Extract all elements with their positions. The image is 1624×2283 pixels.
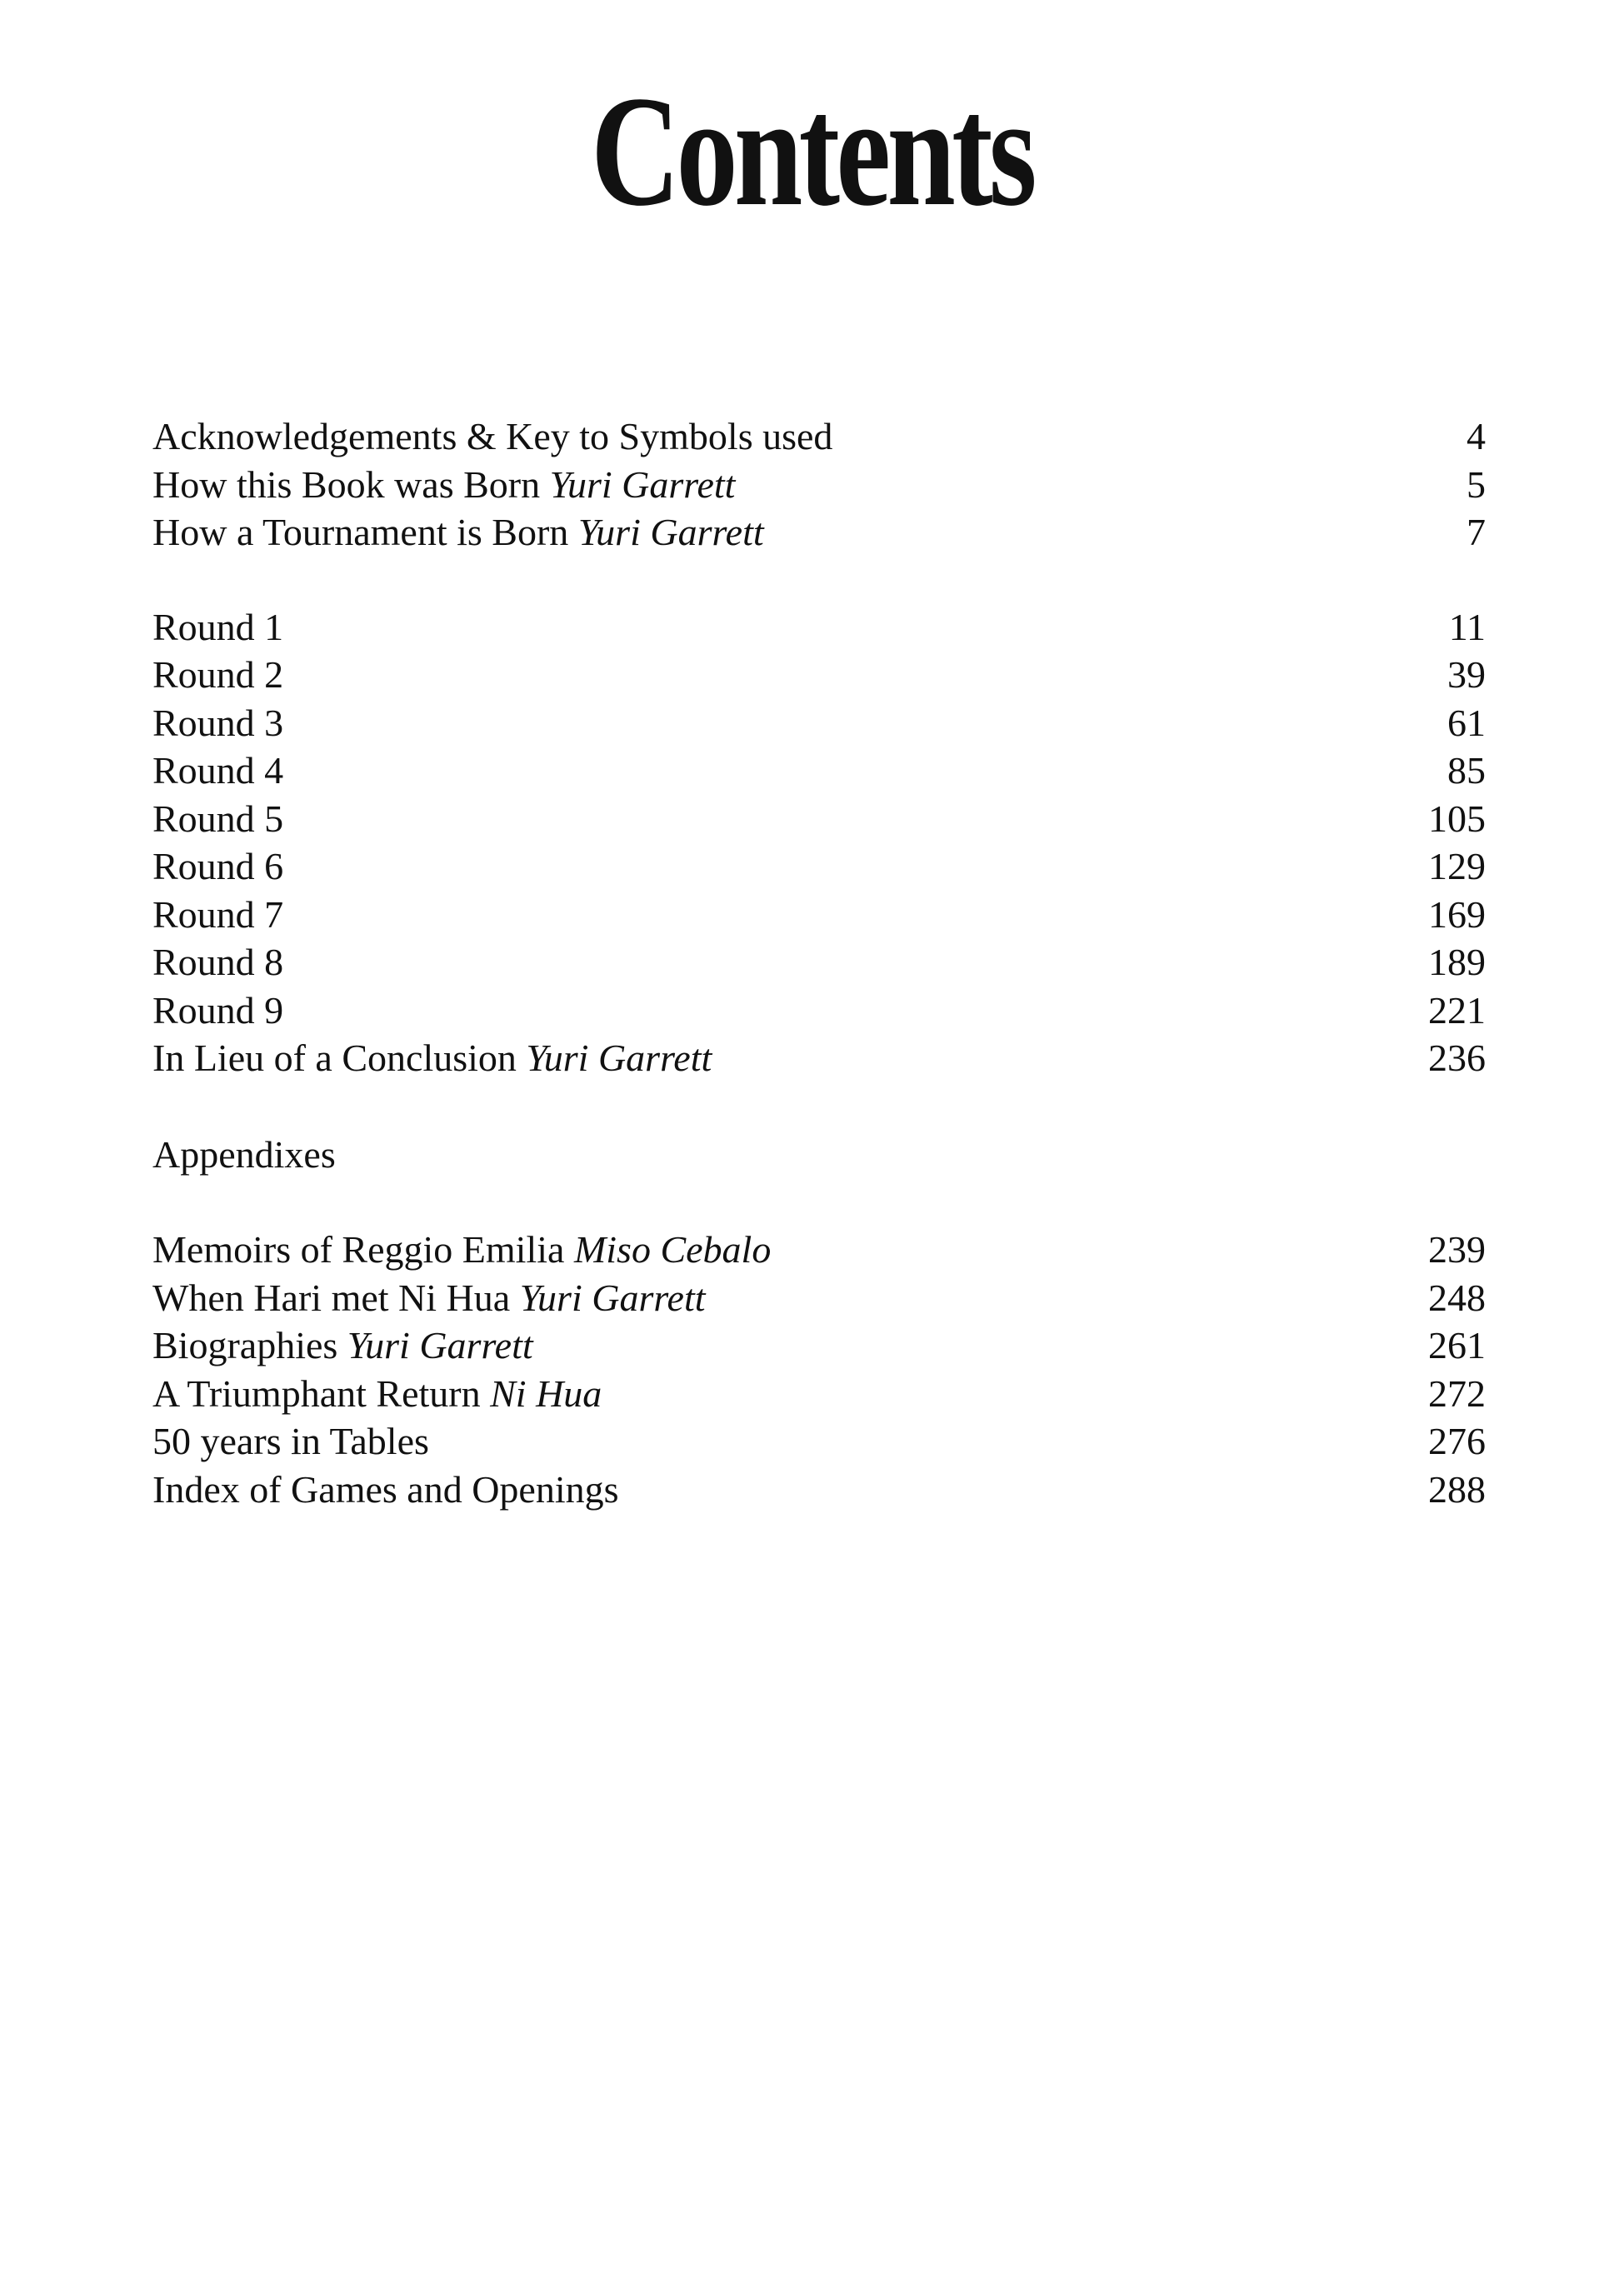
toc-entry-page: 276 (1428, 1420, 1486, 1462)
toc-entry[interactable] (152, 699, 1486, 747)
toc-entry[interactable] (152, 508, 1486, 557)
toc-entry-title: How a Tournament is Born (152, 511, 569, 553)
toc-entry-author: Ni Hua (490, 1371, 602, 1415)
toc-entry-page: 248 (1428, 1276, 1486, 1319)
toc-entry-page: 5 (1467, 462, 1486, 506)
toc-entry[interactable] (152, 747, 1486, 795)
toc-entry-title: Index of Games and Openings (152, 1467, 619, 1511)
toc-entry[interactable] (152, 1034, 1486, 1082)
toc-entry-title: How this Book was Born (152, 462, 541, 506)
toc-entry-page: 11 (1448, 605, 1486, 648)
toc-entry-page: 4 (1467, 415, 1486, 457)
toc-entry-page: 129 (1428, 845, 1486, 887)
toc-entry[interactable] (152, 603, 1486, 652)
toc-entry[interactable] (152, 412, 1486, 461)
toc-entry-author: Yuri Garrett (347, 1324, 533, 1366)
toc-entry-page: 288 (1428, 1467, 1486, 1511)
toc-entry[interactable] (152, 1226, 1486, 1274)
toc-entry-page: 221 (1428, 988, 1486, 1032)
toc-entry-author: Yuri Garrett (519, 1276, 706, 1319)
toc-entry[interactable] (152, 1321, 1486, 1370)
toc-entry-title: 50 years in Tables (152, 1420, 429, 1462)
toc-entry[interactable] (152, 651, 1486, 699)
toc-entry[interactable] (152, 1466, 1486, 1514)
toc-entry-title: Round 2 (152, 653, 284, 696)
appendix-heading: Appendixes (152, 1132, 336, 1176)
rounds-list (152, 603, 1486, 1082)
toc-entry-page: 85 (1447, 749, 1486, 792)
toc-entry-title: In Lieu of a Conclusion (152, 1037, 517, 1079)
toc-entry[interactable] (152, 1274, 1486, 1322)
appendix-list (152, 1226, 1486, 1513)
toc-entry-title: Round 1 (152, 605, 284, 648)
toc-entry-page: 39 (1447, 653, 1486, 696)
front-matter-list (152, 412, 1486, 557)
toc-entry[interactable] (152, 891, 1486, 939)
toc-entry-title: Round 7 (152, 892, 284, 936)
toc-entry-page: 61 (1447, 701, 1486, 744)
toc-entry[interactable] (152, 1417, 1486, 1466)
section-spacer (152, 1178, 1486, 1226)
toc-entry[interactable] (152, 461, 1486, 509)
toc-entry-title: When Hari met Ni Hua (152, 1276, 511, 1319)
toc-entry-title: Biographies (152, 1324, 338, 1366)
toc-entry-page: 105 (1428, 797, 1486, 840)
page-title: Contents (591, 64, 1033, 239)
toc-entry-title: Round 3 (152, 701, 284, 744)
toc-entry-page: 169 (1428, 892, 1486, 936)
table-of-contents (152, 412, 1486, 1513)
toc-entry-title: Round 4 (152, 749, 284, 792)
section-spacer (152, 557, 1486, 603)
toc-entry-page: 272 (1428, 1371, 1486, 1415)
toc-entry[interactable] (152, 795, 1486, 843)
toc-entry-title: Round 5 (152, 797, 284, 840)
toc-entry-page: 189 (1428, 941, 1486, 983)
toc-entry-title: Round 6 (152, 845, 284, 887)
section-spacer (152, 1082, 1486, 1131)
toc-entry[interactable] (152, 987, 1486, 1035)
toc-entry[interactable] (152, 938, 1486, 987)
toc-entry-page: 239 (1428, 1228, 1486, 1271)
toc-entry[interactable] (152, 1370, 1486, 1418)
toc-entry-title: Round 9 (152, 988, 284, 1032)
toc-entry-author: Yuri Garrett (549, 462, 736, 506)
toc-entry-title: A Triumphant Return (152, 1371, 481, 1415)
toc-entry-title: Acknowledgements & Key to Symbols used (152, 415, 833, 457)
toc-entry-author: Miso Cebalo (573, 1228, 772, 1271)
toc-entry-author: Yuri Garrett (577, 511, 764, 553)
toc-entry-page: 236 (1428, 1037, 1486, 1079)
toc-entry-title: Memoirs of Reggio Emilia (152, 1228, 565, 1271)
toc-entry-title: Round 8 (152, 941, 284, 983)
toc-entry-page: 7 (1467, 511, 1486, 553)
toc-entry-page: 261 (1428, 1324, 1486, 1366)
toc-entry-author: Yuri Garrett (526, 1037, 712, 1079)
toc-entry[interactable] (152, 842, 1486, 891)
